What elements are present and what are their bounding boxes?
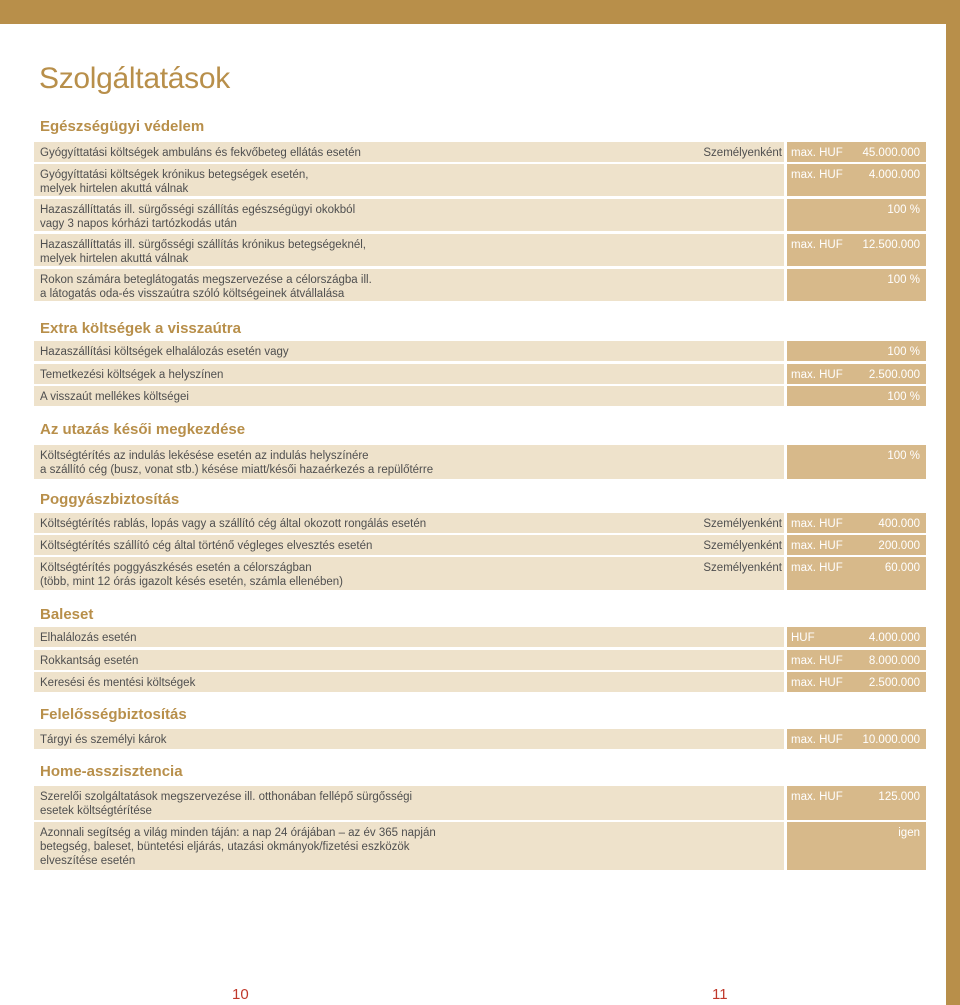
row-limit-prefix: max. HUF	[791, 147, 843, 159]
row-amount: 8.000.000	[868, 655, 920, 667]
section	[34, 490, 926, 588]
row-amount: 2.500.000	[868, 677, 920, 689]
row-limit-prefix: max. HUF	[791, 791, 843, 803]
row-per-person: Személyenként	[703, 562, 782, 574]
table-row	[34, 513, 926, 533]
table-row	[34, 142, 926, 162]
row-limit-prefix: max. HUF	[791, 677, 843, 689]
row-limit-prefix: max. HUF	[791, 734, 843, 746]
row-label: Tárgyi és személyi károk	[40, 734, 167, 746]
row-label: Rokkantság esetén	[40, 655, 139, 667]
table-row	[34, 199, 926, 231]
table-row	[34, 386, 926, 406]
row-amount: 4.000.000	[868, 632, 920, 644]
section-title: Felelősségbiztosítás	[40, 706, 187, 723]
row-amount: 200.000	[878, 540, 920, 552]
section	[34, 117, 926, 300]
table-row	[34, 557, 926, 590]
table-row	[34, 364, 926, 384]
row-label: Szerelői szolgáltatások megszervezése ill. otthonában fellépő sürgősségi esetek költségtérítése	[40, 791, 413, 817]
row-amount: 100 %	[887, 204, 920, 216]
section-title: Home-asszisztencia	[40, 763, 183, 780]
table-row	[34, 729, 926, 749]
section	[34, 319, 926, 403]
row-label: Elhalálozás esetén	[40, 632, 137, 644]
section	[34, 605, 926, 689]
row-per-person: Személyenként	[703, 540, 782, 552]
page-title: Szolgáltatások	[39, 62, 230, 95]
row-label: Hazaszállíttatás ill. sürgősségi szállítás egészségügyi okokból vagy 3 napos kórházi tartózkodás után	[40, 204, 356, 230]
section-title: Baleset	[40, 606, 94, 623]
row-limit-prefix: HUF	[791, 632, 815, 644]
row-label: Költségtérítés szállító cég által történő végleges elvesztés esetén	[40, 540, 373, 552]
row-per-person: Személyenként	[703, 147, 782, 159]
table-row	[34, 164, 926, 196]
row-amount: igen	[898, 827, 920, 839]
row-amount: 400.000	[878, 518, 920, 530]
row-label: Keresési és mentési költségek	[40, 677, 196, 689]
side-band	[946, 0, 960, 1005]
row-amount: 45.000.000	[862, 147, 920, 159]
table-row	[34, 650, 926, 670]
section-title: Poggyászbiztosítás	[40, 491, 180, 508]
row-amount: 12.500.000	[862, 239, 920, 251]
page-number-right: 11	[712, 986, 728, 1003]
row-limit-prefix: max. HUF	[791, 518, 843, 530]
row-label: Hazaszállítási költségek elhalálozás esetén vagy	[40, 346, 289, 358]
row-label: Hazaszállíttatás ill. sürgősségi szállítás krónikus betegségeknél, melyek hirtelen akuttá válnak	[40, 239, 366, 265]
row-limit-prefix: max. HUF	[791, 239, 843, 251]
row-label: Temetkezési költségek a helyszínen	[40, 369, 224, 381]
row-amount: 100 %	[887, 450, 920, 462]
row-limit-prefix: max. HUF	[791, 369, 843, 381]
row-limit-prefix: max. HUF	[791, 562, 843, 574]
row-amount: 125.000	[878, 791, 920, 803]
section-title: Az utazás késői megkezdése	[40, 421, 246, 438]
table-row	[34, 341, 926, 361]
row-amount: 4.000.000	[868, 169, 920, 181]
row-label: A visszaút mellékes költségei	[40, 391, 189, 403]
table-row	[34, 445, 926, 479]
row-limit-prefix: max. HUF	[791, 655, 843, 667]
row-label: Költségtérítés az indulás lekésése esetén az indulás helyszínére a szállító cég (busz, vonat stb.) késése miatt/késői hazaérkezés a repülőtérre	[40, 450, 434, 476]
row-amount: 100 %	[887, 274, 920, 286]
table-row	[34, 786, 926, 820]
row-label: Rokon számára beteglátogatás megszervezése a célországba ill. a látogatás oda-és visszaútra szóló költségeinek átvállalása	[40, 274, 372, 300]
top-band	[0, 0, 960, 24]
row-per-person: Személyenként	[703, 518, 782, 530]
section	[34, 762, 926, 867]
row-label: Költségtérítés rablás, lopás vagy a szállító cég által okozott rongálás esetén	[40, 518, 427, 530]
row-amount: 2.500.000	[868, 369, 920, 381]
table-row	[34, 627, 926, 647]
row-amount: 60.000	[884, 562, 920, 574]
section	[34, 705, 926, 746]
table-row	[34, 822, 926, 870]
section	[34, 420, 926, 476]
row-amount: 100 %	[887, 391, 920, 403]
page-number-left: 10	[232, 986, 249, 1003]
row-amount: 100 %	[887, 346, 920, 358]
row-label: Gyógyíttatási költségek krónikus betegségek esetén, melyek hirtelen akuttá válnak	[40, 169, 309, 195]
row-amount: 10.000.000	[862, 734, 920, 746]
table-row	[34, 672, 926, 692]
section-title: Extra költségek a visszaútra	[40, 320, 241, 337]
section-title: Egészségügyi védelem	[40, 118, 205, 135]
row-limit-prefix: max. HUF	[791, 540, 843, 552]
table-row	[34, 269, 926, 301]
row-label: Gyógyíttatási költségek ambuláns és fekvőbeteg ellátás esetén	[40, 147, 361, 159]
row-label: Költségtérítés poggyászkésés esetén a célországban (több, mint 12 órás igazolt késés esetén, számla ellenében)	[40, 562, 343, 588]
table-row	[34, 234, 926, 266]
row-label: Azonnali segítség a világ minden táján: a nap 24 órájában – az év 365 napján betegség, baleset, büntetési eljárás, utazási okmányok/fizetési eszközök elveszítése esetén	[40, 827, 436, 867]
row-limit-prefix: max. HUF	[791, 169, 843, 181]
table-row	[34, 535, 926, 555]
